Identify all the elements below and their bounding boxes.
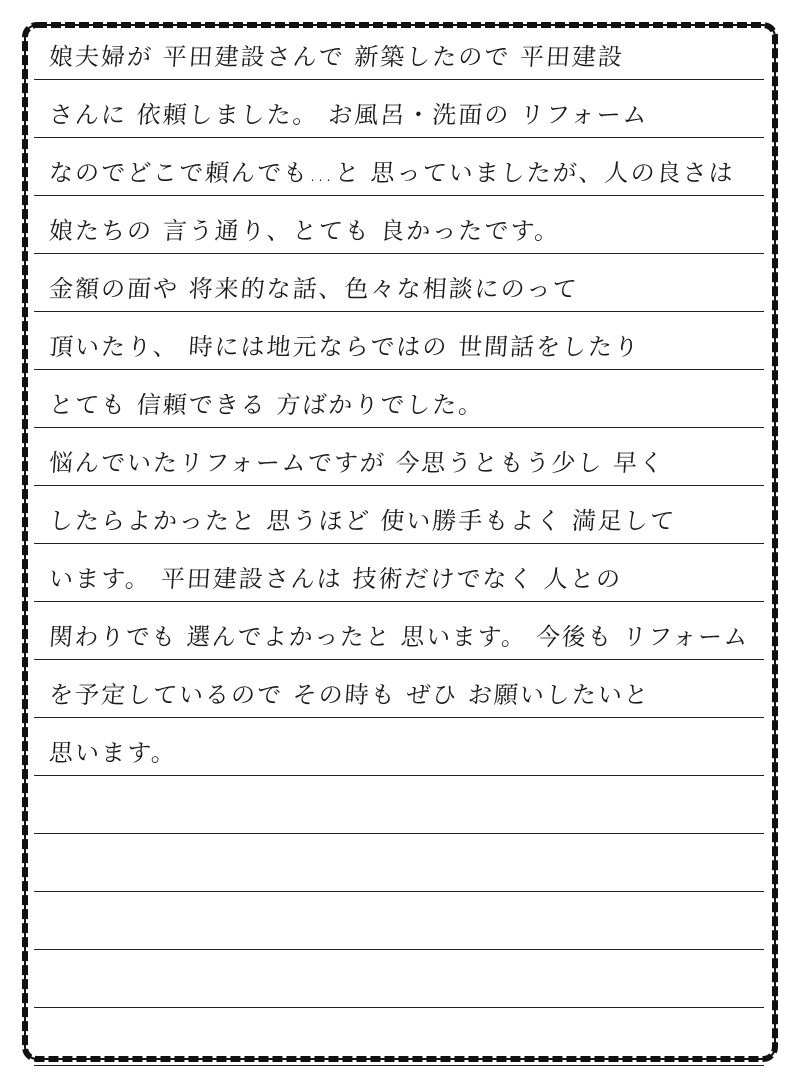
text-line: [34, 80, 764, 138]
text-line: [34, 370, 764, 428]
text-line: [34, 718, 764, 776]
handwritten-text: 思います。: [48, 739, 179, 767]
text-line: [34, 602, 764, 660]
ruled-line: [34, 1065, 764, 1066]
text-line: [34, 22, 764, 80]
text-line: [34, 892, 764, 950]
handwritten-text: 関わりでも 選んでよかったと 思います。 今後も リフォーム: [48, 623, 751, 651]
handwritten-text: したらよかったと 思うほど 使い勝手もよく 満足して: [48, 507, 677, 535]
handwritten-text: 悩んでいたリフォームですが 今思うともう少し 早く: [48, 449, 667, 477]
text-line: [34, 544, 764, 602]
handwritten-text: 頂いたり、 時には地元ならではの 世間話をしたり: [48, 333, 642, 361]
text-line: [34, 428, 764, 486]
text-line: [34, 834, 764, 892]
handwritten-text: 娘夫婦が 平田建設さんで 新築したので 平田建設: [48, 43, 625, 71]
handwritten-text: 娘たちの 言う通り、とても 良かったです。: [48, 217, 562, 245]
text-line: [34, 254, 764, 312]
handwritten-text: います。 平田建設さんは 技術だけでなく 人との: [48, 565, 623, 593]
text-line: [34, 776, 764, 834]
handwritten-text: とても 信頼できる 方ばかりでした。: [48, 391, 486, 419]
text-line: [34, 950, 764, 1008]
text-line: [34, 660, 764, 718]
handwritten-text: なのでどこで頼んでも…と 思っていましたが、人の良さは: [48, 159, 736, 187]
handwritten-text: を予定しているので その時も ぜひ お願いしたいと: [48, 681, 651, 709]
handwritten-text: 金額の面や 将来的な話、色々な相談にのって: [48, 275, 580, 303]
text-line: [34, 1008, 764, 1066]
text-line: [34, 486, 764, 544]
text-line: [34, 312, 764, 370]
text-line: [34, 196, 764, 254]
text-line: [34, 138, 764, 196]
handwritten-text: さんに 依頼しました。 お風呂・洗面の リフォーム: [48, 101, 650, 129]
